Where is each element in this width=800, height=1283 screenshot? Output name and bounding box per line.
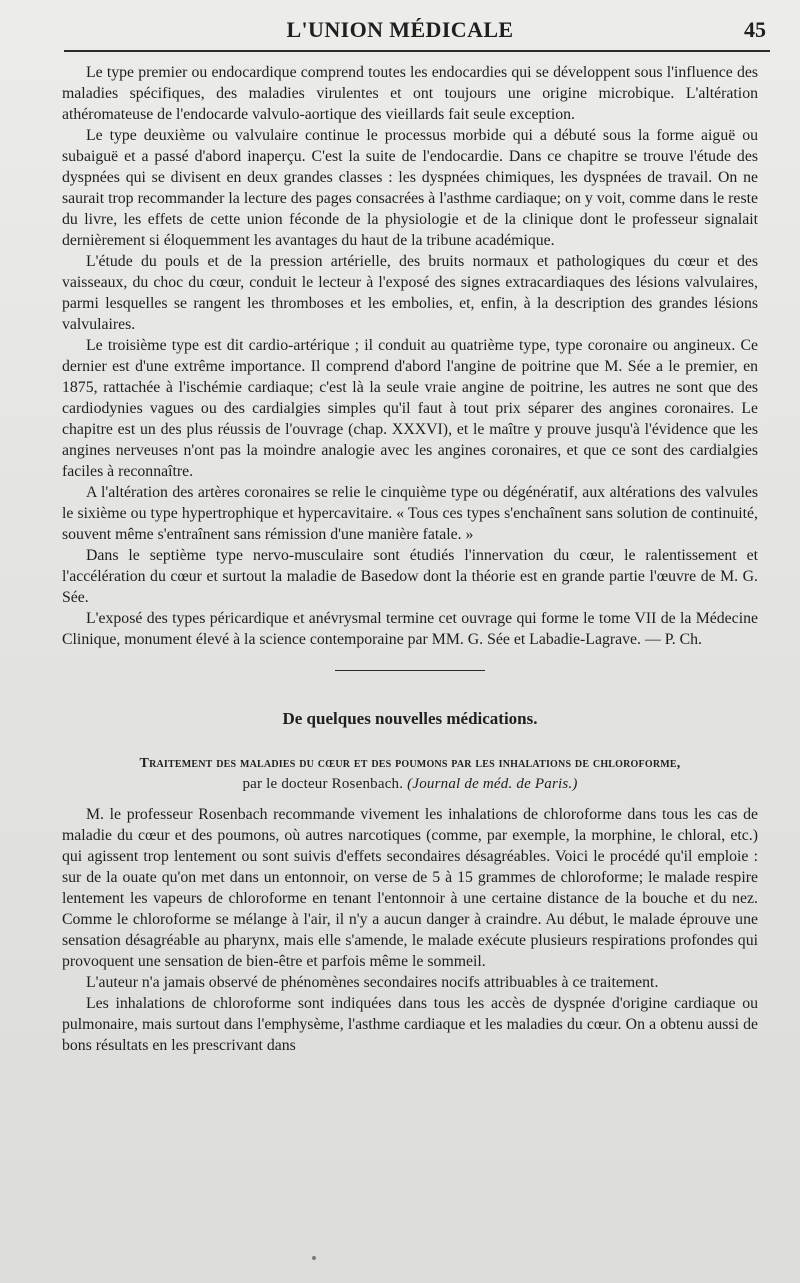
paragraph: Les inhalations de chloroforme sont indiquées dans tous les accès de dyspnée d'origine cardiaque ou pulmonaire, mais surtout dans l'emphysème, l'asthme cardiaque et les maladies du cœur. On a obtenu aussi de bons résultats en les prescrivant dans [62,995,758,1054]
running-header [0,14,800,48]
subheading-title: Traitement des maladies du cœur et des poumons par les inhalations de chloroforme, [139,756,681,771]
paragraph: Dans le septième type nervo-musculaire sont étudiés l'innervation du cœur, le ralentissement et l'accélération du cœur et surtout la maladie de Basedow dont la théorie est en grande partie l'œuvre de M. G. Sée. [62,547,758,606]
author-line [62,774,758,794]
journal-title: L'UNION MÉDICALE [286,17,514,42]
paragraph: Le troisième type est dit cardio-artérique ; il conduit au quatrième type, type coronaire ou angineux. Ce dernier est d'une extrême importance. Il comprend d'abord l'angine de poitrine que M. Sée a le premier, en 1875, rattachée à l'ischémie cardiaque; c'est là la seule vraie angine de poitrine, les autres ne sont que des cardiodynies vagues ou des cardialgies simples qu'il faut à tout prix séparer des angines coronaires. Le chapitre est un des plus réussis de l'ouvrage (chap. XXXVI), et le maître y prouve jusqu'à l'évidence que les angines nerveuses n'ont pas la moindre analogie avec les angines coronaires, et que ce sont des cardialgies faciles à reconnaître. [62,337,758,480]
article-body [62,62,758,1056]
paragraph: L'étude du pouls et de la pression artérielle, des bruits normaux et pathologiques du cœur et des vaisseaux, du choc du cœur, conduit le lecteur à l'exposé des signes extracardiaques des lésions valvulaires, parmi lesquelles se rangent les thromboses et les embolies, et, enfin, à la description des grandes lésions valvulaires. [62,253,758,333]
header-rule [64,50,770,52]
ink-mark [312,1256,316,1260]
section-heading: De quelques nouvelles médications. [282,709,538,728]
section-divider [335,670,485,671]
section-body [62,804,758,1056]
paragraph: L'exposé des types péricardique et anévrysmal termine cet ouvrage qui forme le tome VII de la Médecine Clinique, monument élevé à la science contemporaine par MM. G. Sée et Labadie-Lagrave. — P. Ch. [62,610,758,648]
article-subheading [62,754,758,794]
paragraph: A l'altération des artères coronaires se relie le cinquième type ou dégénératif, aux altérations des valvules le sixième ou type hypertrophique et hypercavitaire. « Tous ces types s'enchaînent sans solution de continuité, souvent même s'entraînent sans rémission d'une manière fatale. » [62,484,758,543]
paragraph: M. le professeur Rosenbach recommande vivement les inhalations de chloroforme dans tous les cas de maladie du cœur et des poumons, où autres narcotiques (comme, par exemple, la morphine, le chloral, etc.) qui agissent trop lentement ou sont suivis d'effets secondaires désagréables. Voici le procédé qu'il emploie : sur de la ouate qu'on met dans un entonnoir, on verse de 5 à 15 grammes de chloroforme; le malade respire lentement les vapeurs de chloroforme en tenant l'entonnoir à une certaine distance de la bouche et du nez. Comme le chloroforme se mélange à l'air, il n'y a aucun danger à craindre. Au début, le malade éprouve une sensation désagréable au pharynx, mais elle s'amende, le malade exécute plusieurs respirations profondes qui provoquent une sensation de bien-être et parfois même le sommeil. [62,806,758,970]
source-citation: (Journal de méd. de Paris.) [407,776,578,792]
paragraph: Le type deuxième ou valvulaire continue le processus morbide qui a débuté sous la forme aiguë ou subaiguë et a passé d'abord inaperçu. C'est la suite de l'endocardie. Dans ce chapitre se trouve l'étude des dyspnées qui se divisent en deux grandes classes : les dyspnées chimiques, les dyspnées de travail. On ne saurait trop recommander la lecture des pages consacrées à l'asthme cardiaque; on y voit, comme dans le reste du livre, les effets de cette union féconde de la physiologie et de la clinique dont le professeur signalait dernièrement si éloquemment les avantages du haut de la tribune académique. [62,127,758,249]
page-number: 45 [744,17,766,42]
paragraph: L'auteur n'a jamais observé de phénomènes secondaires nocifs attribuables à ce traitement. [86,974,659,991]
author-name: par le docteur Rosenbach. [242,776,404,792]
paragraph: Le type premier ou endocardique comprend toutes les endocardies qui se développent sous l'influence des maladies spécifiques, des maladies virulentes et ont toujours une origine microbique. L'altération athéromateuse de l'endocarde valvulo-aortique des vieillards fait seule exception. [62,64,758,123]
